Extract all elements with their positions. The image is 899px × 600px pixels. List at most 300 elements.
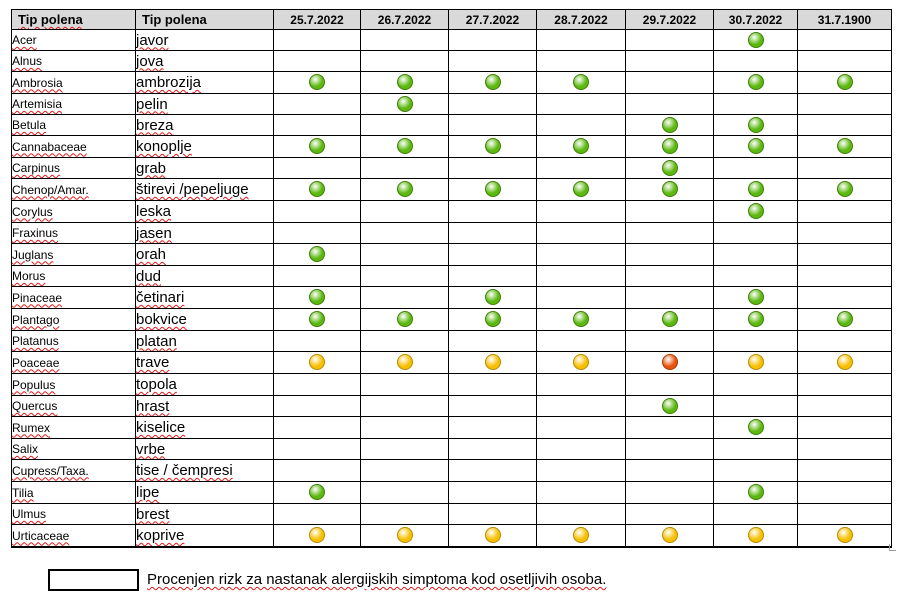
latin-name: Ulmus [12,507,47,521]
risk-cell [274,223,361,244]
risk-cell [361,309,449,331]
local-name-cell [136,374,274,396]
risk-cell [449,287,537,309]
risk-cell [274,72,361,94]
risk-cell [449,504,537,525]
risk-dot-icon [309,527,325,543]
risk-cell [798,309,892,331]
risk-cell [537,136,626,158]
risk-cell [714,244,798,266]
risk-cell [361,374,449,396]
risk-cell [449,244,537,266]
local-name-cell [136,396,274,417]
local-name: brest [136,505,170,523]
header-local: Tip polena [136,10,274,30]
risk-cell [626,51,714,72]
risk-cell [798,417,892,439]
risk-cell [449,482,537,504]
local-name: breza [136,116,174,134]
risk-cell [449,136,537,158]
local-name-cell [136,309,274,331]
risk-dot-icon [397,311,413,327]
latin-name: Acer [12,33,37,47]
local-name-cell [136,115,274,136]
risk-cell [361,223,449,244]
risk-cell [626,309,714,331]
risk-cell [626,417,714,439]
risk-cell [714,525,798,548]
latin-name-cell [12,158,136,179]
risk-cell [626,266,714,287]
risk-cell [537,460,626,482]
risk-cell [714,287,798,309]
risk-dot-icon [662,311,678,327]
risk-dot-icon [309,354,325,370]
local-name: platan [136,332,177,350]
risk-dot-icon [573,354,589,370]
risk-cell [274,396,361,417]
latin-name: Urticaceae [12,528,70,543]
risk-cell [798,136,892,158]
risk-cell [449,460,537,482]
header-latin: Tip polena [12,10,136,30]
risk-cell [274,287,361,309]
latin-name-cell [12,417,136,439]
latin-name: Alnus [12,54,43,68]
latin-name-cell [12,30,136,51]
table-row [12,136,892,158]
local-name: leska [136,203,172,220]
local-name: bokvice [136,311,187,328]
risk-dot-icon [748,32,764,48]
local-name: konoplje [136,138,192,155]
latin-name: Betula [12,118,47,132]
risk-dot-icon [837,354,853,370]
risk-cell [449,179,537,201]
local-name: štirevi /pepeljuge [136,181,249,198]
risk-cell [274,439,361,460]
risk-cell [274,179,361,201]
risk-cell [714,179,798,201]
local-name: koprive [136,527,185,544]
risk-cell [274,30,361,51]
risk-cell [449,158,537,179]
local-name-cell [136,72,274,94]
risk-cell [537,396,626,417]
table-row [12,244,892,266]
risk-cell [626,525,714,548]
risk-dot-icon [662,160,678,176]
risk-dot-icon [573,74,589,90]
risk-cell [449,374,537,396]
latin-name-cell [12,331,136,352]
risk-cell [626,115,714,136]
table-row [12,179,892,201]
latin-name-cell [12,482,136,504]
risk-cell [626,94,714,115]
risk-cell [798,439,892,460]
risk-cell [714,504,798,525]
risk-cell [274,352,361,374]
latin-name-cell [12,179,136,201]
risk-cell [714,51,798,72]
risk-cell [798,94,892,115]
risk-cell [714,417,798,439]
risk-dot-icon [662,398,678,414]
risk-dot-icon [748,484,764,500]
risk-cell [537,266,626,287]
risk-cell [274,201,361,223]
risk-cell [361,201,449,223]
latin-name: Morus [12,269,46,283]
risk-cell [449,115,537,136]
risk-cell [714,201,798,223]
risk-dot-icon [837,527,853,543]
latin-name-cell [12,244,136,266]
table-row [12,460,892,482]
risk-cell [714,30,798,51]
risk-cell [798,51,892,72]
local-name: kiselice [136,419,186,436]
risk-dot-icon [309,289,325,305]
local-name-cell [136,504,274,525]
header-date: 28.7.2022 [537,10,626,30]
risk-cell [274,374,361,396]
table-row [12,374,892,396]
risk-cell [449,30,537,51]
latin-name-cell [12,201,136,223]
table-row [12,439,892,460]
risk-cell [626,179,714,201]
risk-dot-icon [662,354,678,370]
risk-cell [714,223,798,244]
risk-cell [361,115,449,136]
risk-dot-icon [485,311,501,327]
latin-name: Cupress/Taxa. [12,463,89,478]
risk-cell [274,94,361,115]
latin-name: Chenop/Amar. [12,182,89,197]
header-date: 25.7.2022 [274,10,361,30]
latin-name: Juglans [12,247,54,262]
risk-cell [626,396,714,417]
risk-cell [449,94,537,115]
risk-cell [798,223,892,244]
latin-name-cell [12,72,136,94]
risk-cell [274,525,361,548]
risk-cell [798,266,892,287]
local-name-cell [136,244,274,266]
risk-cell [361,352,449,374]
local-name: javor [136,31,169,49]
risk-cell [798,115,892,136]
legend-box [48,569,139,591]
risk-cell [537,504,626,525]
table-row [12,266,892,287]
risk-dot-icon [662,138,678,154]
table-row [12,331,892,352]
risk-dot-icon [837,311,853,327]
risk-cell [626,287,714,309]
risk-cell [626,30,714,51]
risk-cell [714,266,798,287]
risk-cell [537,287,626,309]
risk-cell [361,482,449,504]
table-row [12,309,892,331]
risk-cell [449,396,537,417]
risk-cell [714,72,798,94]
risk-cell [537,115,626,136]
risk-cell [449,72,537,94]
risk-dot-icon [397,96,413,112]
risk-dot-icon [309,311,325,327]
risk-cell [449,201,537,223]
latin-name: Platanus [12,334,59,348]
local-name-cell [136,525,274,548]
local-name-cell [136,287,274,309]
risk-cell [449,352,537,374]
page-corner-mark [889,544,896,551]
local-name-cell [136,51,274,72]
table-row [12,504,892,525]
risk-cell [361,94,449,115]
risk-cell [714,374,798,396]
local-name-cell [136,201,274,223]
risk-cell [274,460,361,482]
risk-cell [537,51,626,72]
risk-cell [361,179,449,201]
risk-dot-icon [837,181,853,197]
risk-cell [537,158,626,179]
risk-cell [798,201,892,223]
risk-cell [361,525,449,548]
risk-dot-icon [397,138,413,154]
risk-cell [537,482,626,504]
risk-cell [714,460,798,482]
risk-cell [626,201,714,223]
risk-cell [798,179,892,201]
table-row [12,72,892,94]
latin-name: Fraxinus [12,226,59,240]
latin-name-cell [12,266,136,287]
latin-name-cell [12,374,136,396]
local-name: topola [136,376,177,393]
latin-name: Rumex [12,420,51,435]
latin-name: Plantago [12,312,60,327]
table-row [12,94,892,115]
header-date: 29.7.2022 [626,10,714,30]
risk-cell [537,331,626,352]
local-name-cell [136,223,274,244]
header-row [12,10,892,30]
local-name-cell [136,94,274,115]
header-date: 30.7.2022 [714,10,798,30]
latin-name: Cannabaceae [12,139,87,154]
risk-cell [449,439,537,460]
risk-cell [274,482,361,504]
risk-cell [798,158,892,179]
risk-dot-icon [748,354,764,370]
risk-cell [798,287,892,309]
table-row [12,525,892,548]
latin-name: Poaceae [12,355,60,370]
latin-name: Corylus [12,204,53,219]
risk-dot-icon [309,246,325,262]
local-name-cell [136,158,274,179]
risk-dot-icon [573,527,589,543]
risk-cell [361,266,449,287]
local-name: trave [136,354,170,371]
risk-cell [626,72,714,94]
risk-dot-icon [748,74,764,90]
risk-dot-icon [748,419,764,435]
latin-name-cell [12,94,136,115]
risk-cell [798,331,892,352]
local-name: vrbe [136,440,166,458]
table-row [12,158,892,179]
risk-dot-icon [397,74,413,90]
risk-cell [626,331,714,352]
table-row [12,51,892,72]
local-name-cell [136,417,274,439]
latin-name: Salix [12,442,39,456]
risk-cell [626,244,714,266]
risk-dot-icon [397,354,413,370]
risk-cell [537,201,626,223]
risk-dot-icon [397,181,413,197]
risk-cell [537,439,626,460]
latin-name: Populus [12,377,56,392]
risk-cell [537,94,626,115]
risk-cell [714,94,798,115]
latin-name-cell [12,223,136,244]
local-name: hrast [136,397,170,415]
risk-cell [626,482,714,504]
risk-dot-icon [837,138,853,154]
risk-dot-icon [662,181,678,197]
risk-dot-icon [309,484,325,500]
risk-dot-icon [748,289,764,305]
risk-cell [714,352,798,374]
local-name-cell [136,482,274,504]
risk-cell [626,136,714,158]
risk-dot-icon [837,74,853,90]
local-name: četinari [136,289,185,306]
risk-cell [626,439,714,460]
table-row [12,482,892,504]
header-date: 31.7.1900 [798,10,892,30]
risk-dot-icon [662,527,678,543]
local-name: dud [136,267,162,285]
risk-cell [537,244,626,266]
risk-dot-icon [748,203,764,219]
risk-cell [274,244,361,266]
latin-name-cell [12,525,136,548]
risk-cell [361,331,449,352]
risk-cell [714,309,798,331]
risk-cell [626,504,714,525]
risk-cell [714,396,798,417]
risk-dot-icon [485,138,501,154]
risk-dot-icon [748,117,764,133]
risk-cell [537,525,626,548]
table-row [12,287,892,309]
local-name-cell [136,331,274,352]
risk-cell [274,504,361,525]
latin-name-cell [12,136,136,158]
risk-cell [361,504,449,525]
risk-cell [361,439,449,460]
risk-cell [274,136,361,158]
risk-dot-icon [573,311,589,327]
risk-cell [361,396,449,417]
table-row [12,417,892,439]
risk-cell [714,331,798,352]
risk-dot-icon [748,311,764,327]
local-name: pelin [136,95,168,113]
risk-cell [449,51,537,72]
risk-cell [274,331,361,352]
legend-text: Procenjen rizk za nastanak alergijskih simptoma kod osetljivih osoba. [147,571,607,588]
risk-dot-icon [485,527,501,543]
latin-name: Tilia [12,485,34,500]
risk-cell [798,482,892,504]
risk-cell [798,504,892,525]
local-name: ambrozija [136,74,202,91]
table-row [12,30,892,51]
risk-cell [537,223,626,244]
local-name-cell [136,30,274,51]
risk-cell [626,374,714,396]
risk-cell [798,352,892,374]
risk-dot-icon [309,181,325,197]
risk-cell [626,223,714,244]
risk-cell [714,482,798,504]
risk-cell [537,72,626,94]
risk-cell [361,287,449,309]
risk-cell [537,374,626,396]
local-name: jova [136,52,164,70]
risk-dot-icon [309,74,325,90]
risk-cell [537,352,626,374]
risk-cell [274,158,361,179]
risk-cell [449,525,537,548]
local-name-cell [136,179,274,201]
table-row [12,396,892,417]
latin-name-cell [12,439,136,460]
risk-cell [798,525,892,548]
table-row [12,352,892,374]
table-body [12,30,892,548]
latin-name: Pinaceae [12,290,63,305]
risk-dot-icon [485,354,501,370]
risk-cell [361,158,449,179]
latin-name-cell [12,460,136,482]
latin-name: Ambrosia [12,75,63,90]
risk-dot-icon [748,527,764,543]
table-row [12,115,892,136]
local-name: tise / čempresi [136,462,233,479]
table-row [12,223,892,244]
risk-cell [274,51,361,72]
risk-cell [361,244,449,266]
risk-cell [798,72,892,94]
table-row [12,201,892,223]
risk-cell [449,266,537,287]
risk-cell [449,417,537,439]
risk-dot-icon [662,117,678,133]
local-name-cell [136,460,274,482]
risk-dot-icon [397,527,413,543]
